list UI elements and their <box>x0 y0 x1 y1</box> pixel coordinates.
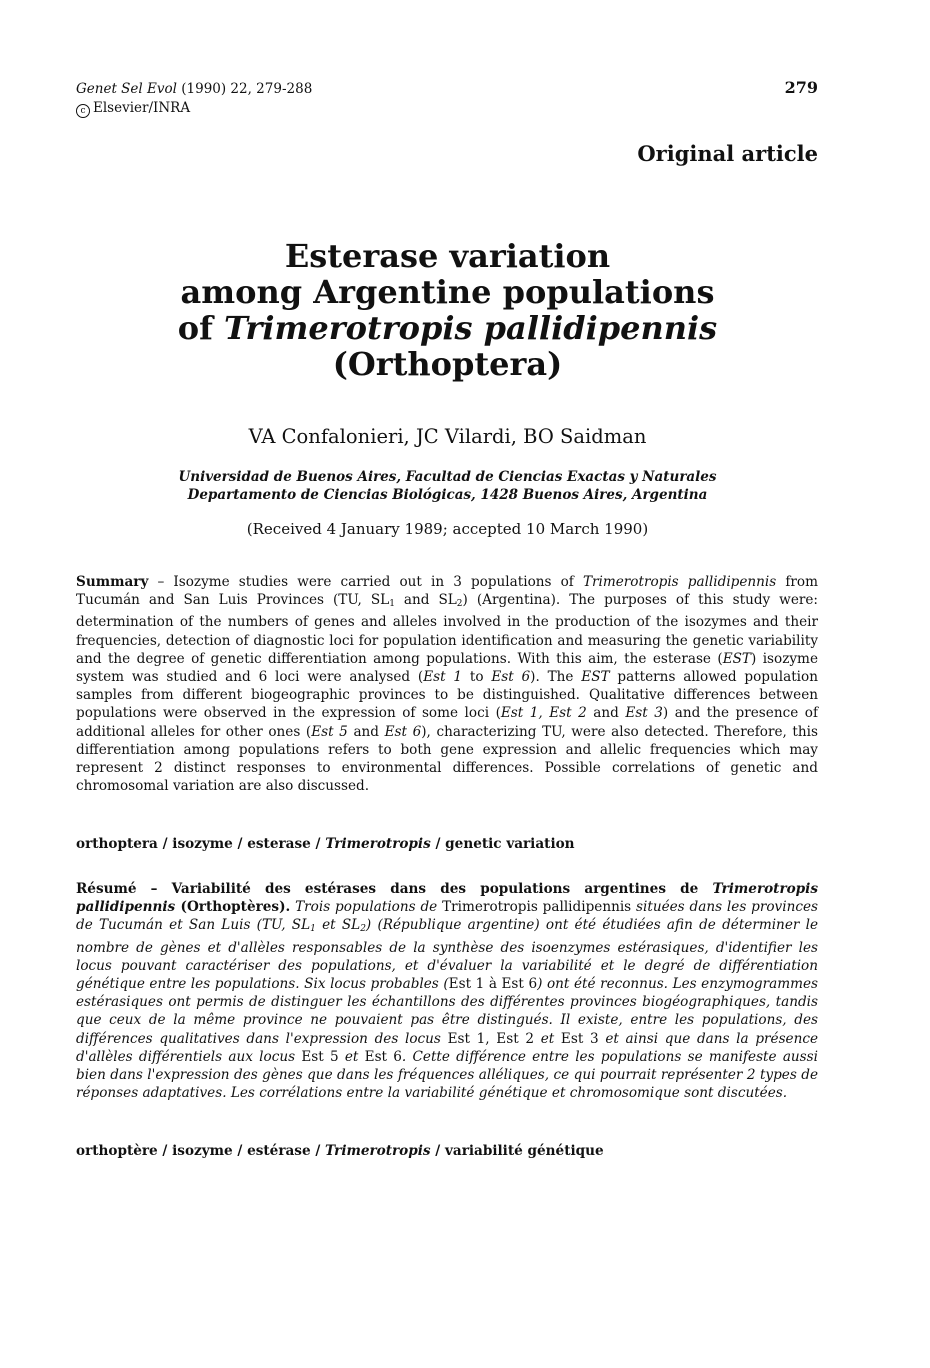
affiliation-line-1: Universidad de Buenos Aires, Facultad de Ciencias Exactas y Naturales <box>178 469 717 485</box>
summary-text: ). The <box>530 669 582 686</box>
article-title <box>0 238 895 382</box>
summary-term: Est 1 <box>423 669 463 686</box>
summary-text: and SL <box>394 592 457 609</box>
summary-term: Est 1, Est 2 <box>500 705 587 722</box>
summary-text: ) (Argentina). The purposes of this study were: determination of the numbers of genes and alleles involved in the production of the isozymes and their frequencies, detection of diagnostic loci for population identification and measuring the genetic variability and the degree of genetic differentiation among populations. With this aim, the esterase ( <box>76 592 818 667</box>
summary-text: and <box>586 705 626 722</box>
title-line-3-prefix: of <box>177 309 225 347</box>
keywords-french <box>76 1143 818 1159</box>
keyword-text: orthoptère / isozyme / estérase / <box>76 1143 326 1159</box>
summary-species: Trimerotropis pallidipennis <box>582 574 777 590</box>
summary-text: ) isozyme system was studied and 6 loci were analysed ( <box>76 650 818 686</box>
summary-text: ), characterizing TU, were also detected. Therefore, this differentiation among populations refers to both gene expression and allelic frequencies which may represent 2 distinct responses to environmental differences. Possible correlations of genetic and chromosomal variation are also discussed. <box>76 723 818 795</box>
title-line-2: among Argentine populations <box>180 273 715 311</box>
resume-text: situées dans les provinces de Tucumán et San Luis (TU, SL <box>76 899 818 934</box>
summary-text: patterns allowed population samples from different biogeographic provinces to be distinguished. Qualitative differences between populations were observed in the expression of some loci ( <box>76 669 818 722</box>
resume-subscript: 1 <box>310 924 316 935</box>
authors: VA Confalonieri, JC Vilardi, BO Saidman <box>248 425 647 448</box>
summary-subscript: 1 <box>389 599 395 610</box>
resume-term: Est 1, Est 2 <box>447 1030 535 1047</box>
copyright-icon: c <box>76 104 90 118</box>
summary-term: EST <box>581 669 610 686</box>
resume-paragraph <box>76 880 818 1102</box>
citation-line <box>76 80 312 99</box>
summary-subscript: 2 <box>456 599 463 610</box>
resume-text: et ainsi que dans la présence d'allèles différentiels aux locus <box>76 1030 819 1065</box>
title-line-1: Esterase variation <box>284 237 611 275</box>
summary-paragraph <box>76 573 818 795</box>
resume-label: Résumé – Variabilité des estérases dans des populations argentines de <box>76 881 713 897</box>
resume-term: Est 5 <box>301 1048 339 1065</box>
citation-details: (1990) 22, 279-288 <box>176 81 313 97</box>
summary-term: Est 5 <box>311 723 348 740</box>
keyword-species: Trimerotropis <box>325 836 431 852</box>
resume-text: ) (République argentine) ont été étudiées afin de déterminer le nombre de gènes et d'allèles responsables de la synthèse des isoenzymes estérasiques, d'identifier les locus pouvant caractériser des populations, et d'évaluer la variabilité et le degré de différentiation génétique entre les populations. Six locus probables ( <box>76 917 818 993</box>
summary-term: Est 6 <box>384 723 422 740</box>
publisher: Elsevier/INRA <box>93 100 191 116</box>
affiliation-line-2: Departamento de Ciencias Biológicas, 1428 Buenos Aires, Argentina <box>187 487 708 503</box>
resume-text: . Cette différence entre les populations se manifeste aussi bien dans l'expression des gènes que dans les fréquences alléliques, ce qui pourrait représenter 2 types de réponses adaptatives. Les corrélations entre la variabilité génétique et chromosomique sont discutées. <box>76 1048 818 1102</box>
resume-subscript: 2 <box>360 924 366 935</box>
keywords-english <box>76 836 818 852</box>
keyword-text: orthoptera / isozyme / esterase / <box>76 836 326 852</box>
article-type: Original article <box>637 141 818 166</box>
copyright-line <box>76 99 312 118</box>
summary-term: Est 3 <box>625 705 663 722</box>
title-species: Trimerotropis pallidipennis <box>224 309 718 347</box>
summary-term: EST <box>722 650 751 667</box>
journal-header <box>76 80 312 118</box>
received-dates: (Received 4 January 1989; accepted 10 March 1990) <box>246 520 649 538</box>
title-line-3 <box>0 310 895 346</box>
keyword-text: / genetic variation <box>430 836 575 852</box>
resume-term: Est 6 <box>364 1048 402 1065</box>
resume-term: Est 3 <box>560 1030 599 1047</box>
affiliation <box>0 468 895 504</box>
summary-text: to <box>462 669 492 686</box>
summary-text: and <box>347 723 385 740</box>
journal-name: Genet Sel Evol <box>76 81 177 97</box>
summary-text: – Isozyme studies were carried out in 3 populations of <box>148 574 583 590</box>
resume-text: et <box>338 1048 365 1065</box>
summary-term: Est 6 <box>491 669 531 686</box>
page-number: 279 <box>784 78 818 97</box>
resume-text: et SL <box>315 917 361 934</box>
resume-text: Trois populations de <box>290 899 443 916</box>
keyword-species: Trimerotropis <box>325 1143 431 1159</box>
summary-text: from Tucumán and San Luis Provinces (TU, SL <box>76 574 818 609</box>
resume-text: ) ont été reconnus. Les enzymogrammes estérasiques ont permis de distinguer les échantillons des différentes provinces biogéographiques, tandis que ceux de la même province ne pouvaient pas être distingués. Il existe, entre les populations, des différences qualitatives dans l'expression des locus <box>76 976 819 1047</box>
resume-label-species: Trimerotropis pallidipennis <box>76 881 818 916</box>
resume-label-end: (Orthoptères). <box>175 899 291 916</box>
keyword-text: / variabilité génétique <box>430 1143 604 1159</box>
resume-species: Trimerotropis pallidipennis <box>442 899 632 916</box>
title-line-4: (Orthoptera) <box>332 345 563 383</box>
summary-label: Summary <box>76 574 149 590</box>
summary-text: ) and the presence of additional alleles for other ones ( <box>76 705 818 740</box>
resume-text: et <box>534 1030 561 1047</box>
resume-term: Est 1 à Est 6 <box>448 976 538 993</box>
